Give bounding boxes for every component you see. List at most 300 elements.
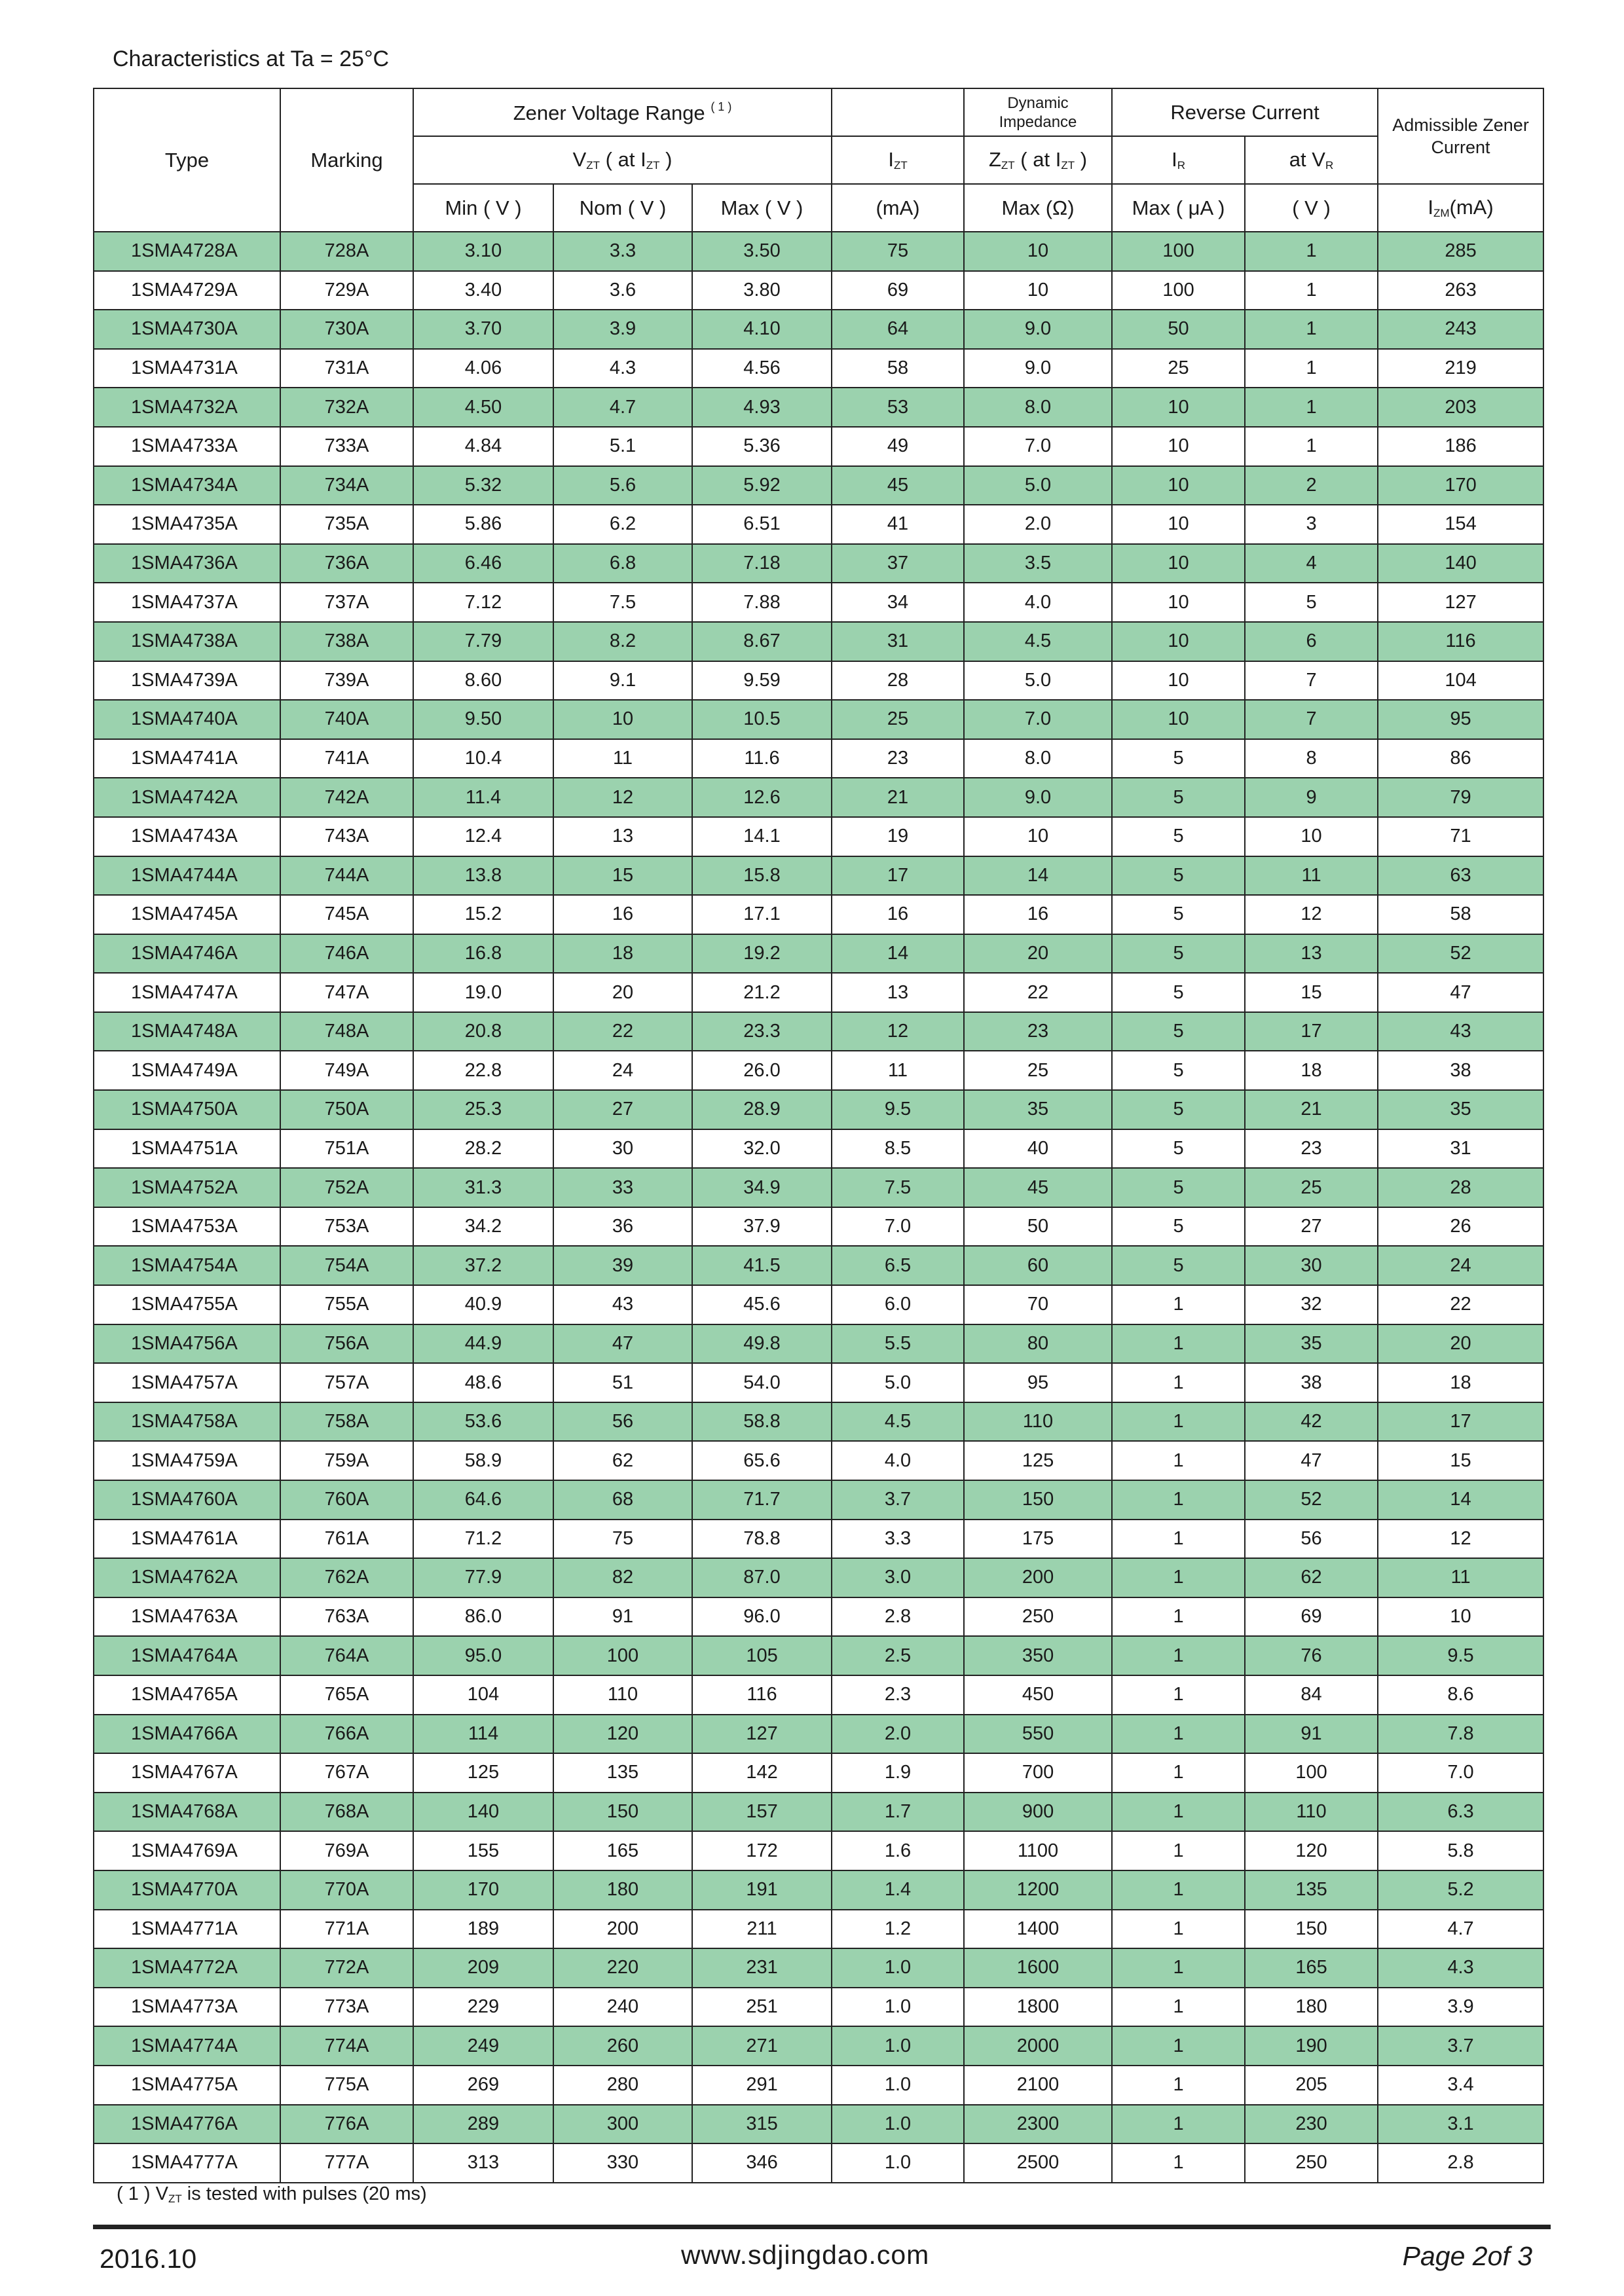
cell-izm: 6.3 (1378, 1793, 1543, 1832)
cell-type: 1SMA4755A (94, 1285, 280, 1324)
cell-marking: 760A (280, 1480, 413, 1520)
cell-marking: 741A (280, 739, 413, 778)
cell-izm: 17 (1378, 1402, 1543, 1442)
cell-vz-min: 4.06 (413, 349, 553, 388)
cell-vz-max: 157 (692, 1793, 832, 1832)
cell-vz-max: 54.0 (692, 1363, 832, 1402)
cell-vz-min: 71.2 (413, 1520, 553, 1559)
cell-izm: 71 (1378, 817, 1543, 856)
cell-izt: 5.0 (832, 1363, 964, 1402)
cell-ir-max: 10 (1112, 427, 1245, 466)
cell-vz-max: 4.93 (692, 388, 832, 427)
cell-type: 1SMA4767A (94, 1753, 280, 1793)
cell-vz-min: 40.9 (413, 1285, 553, 1324)
cell-vz-nom: 33 (553, 1168, 692, 1207)
cell-izm: 58 (1378, 895, 1543, 934)
cell-zzt-max: 1200 (964, 1870, 1112, 1910)
cell-vz-max: 7.18 (692, 544, 832, 583)
cell-vz-min: 25.3 (413, 1090, 553, 1129)
cell-vr: 42 (1245, 1402, 1378, 1442)
cell-vz-min: 22.8 (413, 1051, 553, 1090)
cell-zzt-max: 2100 (964, 2066, 1112, 2105)
at-vr-sub: R (1325, 159, 1334, 172)
cell-zzt-max: 8.0 (964, 739, 1112, 778)
cell-zzt-max: 150 (964, 1480, 1112, 1520)
cell-marking: 761A (280, 1520, 413, 1559)
cell-izt: 2.3 (832, 1675, 964, 1715)
cell-type: 1SMA4760A (94, 1480, 280, 1520)
cell-izm: 104 (1378, 661, 1543, 701)
cell-vz-max: 7.88 (692, 583, 832, 622)
cell-vz-min: 58.9 (413, 1441, 553, 1480)
cell-vr: 205 (1245, 2066, 1378, 2105)
cell-zzt-max: 16 (964, 895, 1112, 934)
cell-vr: 30 (1245, 1246, 1378, 1285)
cell-vz-nom: 4.7 (553, 388, 692, 427)
cell-izm: 219 (1378, 349, 1543, 388)
cell-izt: 2.5 (832, 1636, 964, 1675)
cell-izm: 140 (1378, 544, 1543, 583)
cell-marking: 740A (280, 700, 413, 739)
cell-vz-nom: 3.6 (553, 271, 692, 310)
cell-izm: 11 (1378, 1558, 1543, 1597)
cell-vr: 230 (1245, 2105, 1378, 2144)
table-row (94, 388, 1543, 427)
cell-izt: 16 (832, 895, 964, 934)
cell-marking: 745A (280, 895, 413, 934)
cell-vr: 69 (1245, 1597, 1378, 1637)
cell-vz-min: 3.10 (413, 232, 553, 271)
cell-vr: 110 (1245, 1793, 1378, 1832)
cell-type: 1SMA4744A (94, 856, 280, 896)
cell-marking: 769A (280, 1831, 413, 1870)
cell-vr: 1 (1245, 232, 1378, 271)
header-dynamic-impedance: Dynamic Impedance (964, 88, 1112, 136)
cell-type: 1SMA4733A (94, 427, 280, 466)
cell-vz-min: 104 (413, 1675, 553, 1715)
cell-vr: 21 (1245, 1090, 1378, 1129)
table-row (94, 544, 1543, 583)
vzt-sub: ZT (586, 159, 600, 172)
table-row (94, 271, 1543, 310)
cell-izm: 127 (1378, 583, 1543, 622)
cell-vz-nom: 56 (553, 1402, 692, 1442)
table-row (94, 1597, 1543, 1637)
cell-ir-max: 5 (1112, 1012, 1245, 1051)
cell-ir-max: 10 (1112, 583, 1245, 622)
cell-vz-min: 86.0 (413, 1597, 553, 1637)
cell-type: 1SMA4746A (94, 934, 280, 974)
cell-marking: 765A (280, 1675, 413, 1715)
cell-vz-max: 105 (692, 1636, 832, 1675)
cell-vz-nom: 68 (553, 1480, 692, 1520)
cell-vz-max: 15.8 (692, 856, 832, 896)
cell-ir-max: 5 (1112, 856, 1245, 896)
cell-vz-nom: 3.3 (553, 232, 692, 271)
cell-zzt-max: 22 (964, 973, 1112, 1012)
cell-vz-nom: 200 (553, 1910, 692, 1949)
table-row (94, 466, 1543, 505)
cell-zzt-max: 2.0 (964, 505, 1112, 544)
cell-izm: 8.6 (1378, 1675, 1543, 1715)
cell-ir-max: 5 (1112, 895, 1245, 934)
footer-divider (93, 2225, 1551, 2229)
table-row (94, 427, 1543, 466)
cell-vz-max: 271 (692, 2026, 832, 2066)
cell-zzt-max: 8.0 (964, 388, 1112, 427)
table-row (94, 2105, 1543, 2144)
cell-vz-nom: 39 (553, 1246, 692, 1285)
cell-vz-max: 251 (692, 1988, 832, 2027)
cell-ir-max: 5 (1112, 1051, 1245, 1090)
cell-type: 1SMA4732A (94, 388, 280, 427)
cell-vz-min: 229 (413, 1988, 553, 2027)
cell-ir-max: 10 (1112, 466, 1245, 505)
cell-vz-nom: 30 (553, 1129, 692, 1169)
cell-vz-nom: 135 (553, 1753, 692, 1793)
cell-vz-min: 64.6 (413, 1480, 553, 1520)
cell-ir-max: 1 (1112, 2026, 1245, 2066)
cell-marking: 766A (280, 1715, 413, 1754)
footer-page-number: Page 2of 3 (1402, 2241, 1532, 2271)
cell-vr: 11 (1245, 856, 1378, 896)
cell-izt: 1.0 (832, 2066, 964, 2105)
footnote-text: is tested with pulses (20 ms) (181, 2183, 427, 2204)
header-min-v: Min ( V ) (413, 184, 553, 232)
cell-vr: 5 (1245, 583, 1378, 622)
cell-izm: 186 (1378, 427, 1543, 466)
cell-vz-nom: 18 (553, 934, 692, 974)
cell-vr: 1 (1245, 427, 1378, 466)
cell-vz-max: 3.50 (692, 232, 832, 271)
table-row (94, 1090, 1543, 1129)
cell-vz-max: 87.0 (692, 1558, 832, 1597)
cell-vr: 84 (1245, 1675, 1378, 1715)
cell-zzt-max: 60 (964, 1246, 1112, 1285)
cell-izt: 2.8 (832, 1597, 964, 1637)
cell-vz-nom: 62 (553, 1441, 692, 1480)
cell-vz-min: 5.86 (413, 505, 553, 544)
cell-vz-min: 3.70 (413, 310, 553, 349)
cell-vz-nom: 51 (553, 1363, 692, 1402)
cell-izm: 26 (1378, 1207, 1543, 1247)
cell-marking: 777A (280, 2143, 413, 2183)
cell-vz-nom: 43 (553, 1285, 692, 1324)
cell-type: 1SMA4745A (94, 895, 280, 934)
cell-marking: 749A (280, 1051, 413, 1090)
cell-marking: 732A (280, 388, 413, 427)
cell-vz-max: 346 (692, 2143, 832, 2183)
cell-type: 1SMA4753A (94, 1207, 280, 1247)
cell-type: 1SMA4764A (94, 1636, 280, 1675)
cell-vr: 56 (1245, 1520, 1378, 1559)
cell-vz-max: 71.7 (692, 1480, 832, 1520)
cell-zzt-max: 3.5 (964, 544, 1112, 583)
cell-vz-min: 7.12 (413, 583, 553, 622)
cell-izt: 14 (832, 934, 964, 974)
cell-vz-nom: 47 (553, 1324, 692, 1364)
cell-zzt-max: 2000 (964, 2026, 1112, 2066)
cell-vz-min: 20.8 (413, 1012, 553, 1051)
cell-vz-nom: 75 (553, 1520, 692, 1559)
cell-type: 1SMA4765A (94, 1675, 280, 1715)
cell-zzt-max: 1800 (964, 1988, 1112, 2027)
cell-vz-min: 11.4 (413, 778, 553, 817)
cell-type: 1SMA4741A (94, 739, 280, 778)
table-row (94, 1168, 1543, 1207)
cell-vz-min: 125 (413, 1753, 553, 1793)
cell-vr: 38 (1245, 1363, 1378, 1402)
cell-zzt-max: 9.0 (964, 310, 1112, 349)
header-v-unit: ( V ) (1245, 184, 1378, 232)
cell-ir-max: 100 (1112, 232, 1245, 271)
cell-vz-max: 211 (692, 1910, 832, 1949)
table-row (94, 1558, 1543, 1597)
cell-vz-min: 4.84 (413, 427, 553, 466)
table-row (94, 1910, 1543, 1949)
cell-vr: 52 (1245, 1480, 1378, 1520)
cell-izm: 35 (1378, 1090, 1543, 1129)
cell-vz-nom: 11 (553, 739, 692, 778)
cell-vz-min: 269 (413, 2066, 553, 2105)
cell-izm: 203 (1378, 388, 1543, 427)
cell-vr: 35 (1245, 1324, 1378, 1364)
cell-ir-max: 1 (1112, 1675, 1245, 1715)
cell-ir-max: 10 (1112, 661, 1245, 701)
cell-marking: 730A (280, 310, 413, 349)
footnote-ref: ( 1 ) (710, 100, 732, 113)
cell-vz-min: 10.4 (413, 739, 553, 778)
cell-izt: 19 (832, 817, 964, 856)
cell-vz-nom: 110 (553, 1675, 692, 1715)
cell-ir-max: 50 (1112, 310, 1245, 349)
cell-vr: 180 (1245, 1988, 1378, 2027)
cell-type: 1SMA4748A (94, 1012, 280, 1051)
cell-vz-max: 116 (692, 1675, 832, 1715)
cell-vz-nom: 240 (553, 1988, 692, 2027)
cell-izt: 53 (832, 388, 964, 427)
cell-ir-max: 1 (1112, 2143, 1245, 2183)
cell-izt: 31 (832, 622, 964, 661)
cell-ir-max: 1 (1112, 1870, 1245, 1910)
cell-marking: 759A (280, 1441, 413, 1480)
cell-zzt-max: 900 (964, 1793, 1112, 1832)
cell-vz-max: 78.8 (692, 1520, 832, 1559)
cell-ir-max: 10 (1112, 388, 1245, 427)
table-row (94, 1870, 1543, 1910)
header-max-ua: Max ( μA ) (1112, 184, 1245, 232)
header-izm (1378, 184, 1543, 232)
cell-izt: 58 (832, 349, 964, 388)
cell-vz-max: 4.56 (692, 349, 832, 388)
cell-vz-min: 34.2 (413, 1207, 553, 1247)
cell-izm: 95 (1378, 700, 1543, 739)
cell-vz-min: 13.8 (413, 856, 553, 896)
cell-izm: 20 (1378, 1324, 1543, 1364)
table-row (94, 232, 1543, 271)
cell-vr: 27 (1245, 1207, 1378, 1247)
table-row (94, 856, 1543, 896)
cell-marking: 733A (280, 427, 413, 466)
cell-marking: 746A (280, 934, 413, 974)
cell-type: 1SMA4763A (94, 1597, 280, 1637)
cell-izm: 10 (1378, 1597, 1543, 1637)
vzt-at-sub: ZT (646, 159, 660, 172)
zzt-at-text: ( at I (1014, 148, 1061, 171)
cell-ir-max: 10 (1112, 622, 1245, 661)
cell-vr: 10 (1245, 817, 1378, 856)
cell-izm: 63 (1378, 856, 1543, 896)
cell-ir-max: 1 (1112, 1285, 1245, 1324)
cell-vz-nom: 8.2 (553, 622, 692, 661)
cell-izt: 6.5 (832, 1246, 964, 1285)
cell-zzt-max: 200 (964, 1558, 1112, 1597)
cell-zzt-max: 4.5 (964, 622, 1112, 661)
cell-zzt-max: 70 (964, 1285, 1112, 1324)
cell-marking: 767A (280, 1753, 413, 1793)
cell-vz-max: 19.2 (692, 934, 832, 974)
cell-izt: 28 (832, 661, 964, 701)
cell-izm: 31 (1378, 1129, 1543, 1169)
cell-vz-nom: 22 (553, 1012, 692, 1051)
cell-vr: 8 (1245, 739, 1378, 778)
table-row (94, 583, 1543, 622)
cell-izt: 69 (832, 271, 964, 310)
cell-ir-max: 5 (1112, 1090, 1245, 1129)
cell-marking: 742A (280, 778, 413, 817)
cell-vr: 25 (1245, 1168, 1378, 1207)
cell-vz-max: 191 (692, 1870, 832, 1910)
cell-type: 1SMA4743A (94, 817, 280, 856)
cell-ir-max: 1 (1112, 1793, 1245, 1832)
cell-izm: 9.5 (1378, 1636, 1543, 1675)
cell-ir-max: 1 (1112, 1831, 1245, 1870)
cell-type: 1SMA4738A (94, 622, 280, 661)
table-row (94, 1051, 1543, 1090)
cell-vr: 135 (1245, 1870, 1378, 1910)
cell-type: 1SMA4769A (94, 1831, 280, 1870)
header-max-ohm: Max (Ω) (964, 184, 1112, 232)
cell-izt: 7.0 (832, 1207, 964, 1247)
cell-vr: 1 (1245, 271, 1378, 310)
vzt-symbol: V (572, 148, 587, 171)
table-row (94, 1520, 1543, 1559)
header-admissible-zener-current: Admissible Zener Current (1378, 88, 1543, 184)
cell-marking: 762A (280, 1558, 413, 1597)
cell-ir-max: 1 (1112, 1520, 1245, 1559)
cell-izt: 1.0 (832, 1948, 964, 1988)
table-row (94, 661, 1543, 701)
cell-type: 1SMA4777A (94, 2143, 280, 2183)
header-reverse-current: Reverse Current (1112, 88, 1378, 136)
cell-vz-min: 313 (413, 2143, 553, 2183)
cell-zzt-max: 5.0 (964, 661, 1112, 701)
cell-type: 1SMA4762A (94, 1558, 280, 1597)
cell-ir-max: 100 (1112, 271, 1245, 310)
cell-vz-min: 44.9 (413, 1324, 553, 1364)
cell-vz-nom: 82 (553, 1558, 692, 1597)
cell-vr: 9 (1245, 778, 1378, 817)
cell-zzt-max: 20 (964, 934, 1112, 974)
cell-vz-max: 8.67 (692, 622, 832, 661)
cell-izt: 1.0 (832, 2026, 964, 2066)
cell-ir-max: 5 (1112, 817, 1245, 856)
cell-ir-max: 1 (1112, 1480, 1245, 1520)
cell-zzt-max: 23 (964, 1012, 1112, 1051)
cell-type: 1SMA4768A (94, 1793, 280, 1832)
cell-vr: 190 (1245, 2026, 1378, 2066)
cell-zzt-max: 5.0 (964, 466, 1112, 505)
cell-vz-nom: 180 (553, 1870, 692, 1910)
cell-izt: 9.5 (832, 1090, 964, 1129)
cell-izm: 2.8 (1378, 2143, 1543, 2183)
table-row (94, 1988, 1543, 2027)
cell-vz-min: 28.2 (413, 1129, 553, 1169)
cell-izt: 3.7 (832, 1480, 964, 1520)
cell-marking: 731A (280, 349, 413, 388)
footer-url: www.sdjingdao.com (681, 2240, 930, 2270)
cell-vz-nom: 280 (553, 2066, 692, 2105)
footnote (117, 2182, 427, 2211)
cell-zzt-max: 40 (964, 1129, 1112, 1169)
cell-zzt-max: 7.0 (964, 427, 1112, 466)
cell-vz-max: 23.3 (692, 1012, 832, 1051)
izm-sub: ZM (1433, 207, 1450, 219)
table-row (94, 1675, 1543, 1715)
cell-vz-max: 5.92 (692, 466, 832, 505)
table-row (94, 1636, 1543, 1675)
table-row (94, 1793, 1543, 1832)
cell-vz-min: 6.46 (413, 544, 553, 583)
cell-type: 1SMA4774A (94, 2026, 280, 2066)
cell-izt: 45 (832, 466, 964, 505)
cell-zzt-max: 10 (964, 232, 1112, 271)
cell-zzt-max: 9.0 (964, 349, 1112, 388)
cell-izm: 7.8 (1378, 1715, 1543, 1754)
table-row (94, 1012, 1543, 1051)
table-row (94, 1948, 1543, 1988)
cell-zzt-max: 45 (964, 1168, 1112, 1207)
cell-izt: 1.0 (832, 2105, 964, 2144)
cell-izm: 14 (1378, 1480, 1543, 1520)
cell-vr: 17 (1245, 1012, 1378, 1051)
cell-ir-max: 1 (1112, 1558, 1245, 1597)
cell-type: 1SMA4739A (94, 661, 280, 701)
cell-vz-nom: 330 (553, 2143, 692, 2183)
cell-marking: 729A (280, 271, 413, 310)
zzt-at-sub: ZT (1061, 159, 1075, 172)
cell-izm: 170 (1378, 466, 1543, 505)
table-row (94, 1207, 1543, 1247)
cell-marking: 770A (280, 1870, 413, 1910)
cell-izt: 8.5 (832, 1129, 964, 1169)
cell-vz-nom: 13 (553, 817, 692, 856)
cell-zzt-max: 35 (964, 1090, 1112, 1129)
cell-marking: 758A (280, 1402, 413, 1442)
cell-marking: 775A (280, 2066, 413, 2105)
cell-vz-max: 142 (692, 1753, 832, 1793)
cell-vz-nom: 5.6 (553, 466, 692, 505)
cell-marking: 734A (280, 466, 413, 505)
cell-type: 1SMA4766A (94, 1715, 280, 1754)
cell-marking: 755A (280, 1285, 413, 1324)
cell-izt: 7.5 (832, 1168, 964, 1207)
cell-zzt-max: 1600 (964, 1948, 1112, 1988)
cell-vr: 15 (1245, 973, 1378, 1012)
zzt-symbol: Z (988, 148, 1001, 171)
cell-vr: 4 (1245, 544, 1378, 583)
izt-sub: ZT (893, 159, 908, 172)
